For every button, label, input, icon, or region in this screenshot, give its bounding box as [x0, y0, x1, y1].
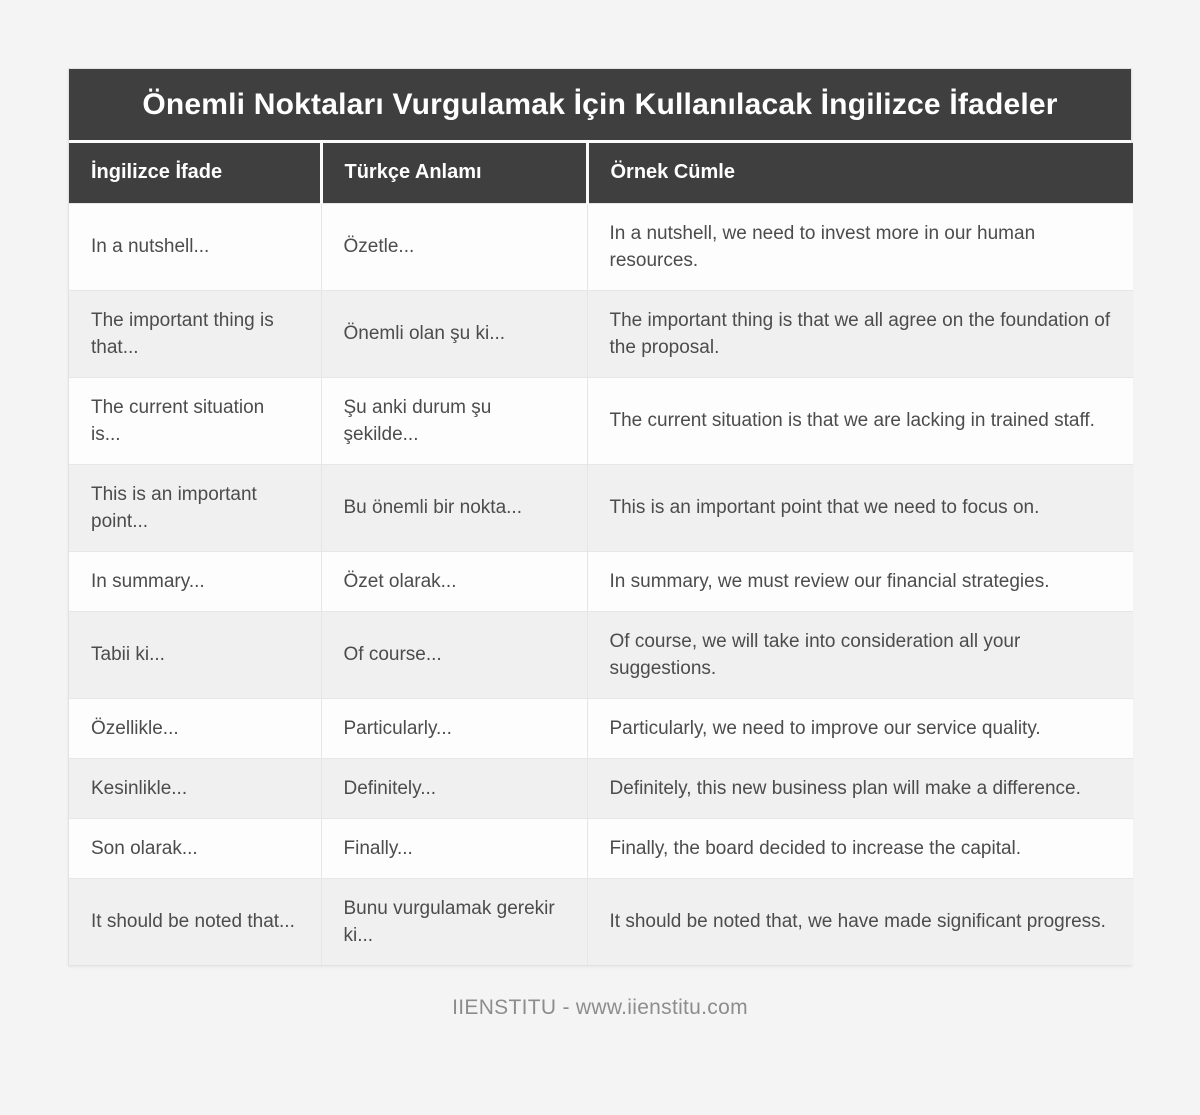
column-header-example-sentence: Örnek Cümle — [587, 143, 1133, 203]
cell-phrase: Son olarak... — [69, 818, 321, 878]
cell-example: Particularly, we need to improve our service quality. — [587, 698, 1133, 758]
cell-meaning: Önemli olan şu ki... — [321, 290, 587, 377]
column-header-turkish-meaning: Türkçe Anlamı — [321, 143, 587, 203]
cell-example: Of course, we will take into consideration all your suggestions. — [587, 611, 1133, 698]
table-row — [69, 818, 1133, 878]
cell-phrase: In summary... — [69, 551, 321, 611]
cell-phrase: The important thing is that... — [69, 290, 321, 377]
table-row — [69, 377, 1133, 464]
cell-meaning: Bunu vurgulamak gerekir ki... — [321, 878, 587, 965]
phrases-table-card — [68, 68, 1132, 966]
cell-meaning: Özet olarak... — [321, 551, 587, 611]
cell-example: The current situation is that we are lacking in trained staff. — [587, 377, 1133, 464]
page-title: Önemli Noktaları Vurgulamak İçin Kullanılacak İngilizce İfadeler — [142, 87, 1058, 121]
cell-example: Finally, the board decided to increase the capital. — [587, 818, 1133, 878]
phrases-table — [69, 143, 1133, 965]
cell-meaning: Finally... — [321, 818, 587, 878]
table-row — [69, 698, 1133, 758]
cell-phrase: The current situation is... — [69, 377, 321, 464]
cell-phrase: Özellikle... — [69, 698, 321, 758]
cell-phrase: In a nutshell... — [69, 203, 321, 290]
cell-phrase: Kesinlikle... — [69, 758, 321, 818]
cell-meaning: Particularly... — [321, 698, 587, 758]
cell-example: It should be noted that, we have made significant progress. — [587, 878, 1133, 965]
cell-phrase: This is an important point... — [69, 464, 321, 551]
cell-example: In summary, we must review our financial strategies. — [587, 551, 1133, 611]
table-row — [69, 203, 1133, 290]
cell-phrase: Tabii ki... — [69, 611, 321, 698]
table-body — [69, 203, 1133, 965]
table-header-row — [69, 143, 1133, 203]
cell-meaning: Özetle... — [321, 203, 587, 290]
cell-meaning: Şu anki durum şu şekilde... — [321, 377, 587, 464]
table-row — [69, 758, 1133, 818]
cell-example: The important thing is that we all agree on the foundation of the proposal. — [587, 290, 1133, 377]
column-header-english-phrase: İngilizce İfade — [69, 143, 321, 203]
cell-meaning: Bu önemli bir nokta... — [321, 464, 587, 551]
title-bar — [69, 69, 1131, 143]
cell-example: In a nutshell, we need to invest more in our human resources. — [587, 203, 1133, 290]
cell-example: Definitely, this new business plan will make a difference. — [587, 758, 1133, 818]
table-row — [69, 551, 1133, 611]
table-row — [69, 878, 1133, 965]
cell-example: This is an important point that we need to focus on. — [587, 464, 1133, 551]
cell-meaning: Definitely... — [321, 758, 587, 818]
footer-credit: IIENSTITU - www.iienstitu.com — [452, 995, 748, 1019]
cell-meaning: Of course... — [321, 611, 587, 698]
table-row — [69, 290, 1133, 377]
table-header — [69, 143, 1133, 203]
cell-phrase: It should be noted that... — [69, 878, 321, 965]
table-row — [69, 611, 1133, 698]
table-row — [69, 464, 1133, 551]
